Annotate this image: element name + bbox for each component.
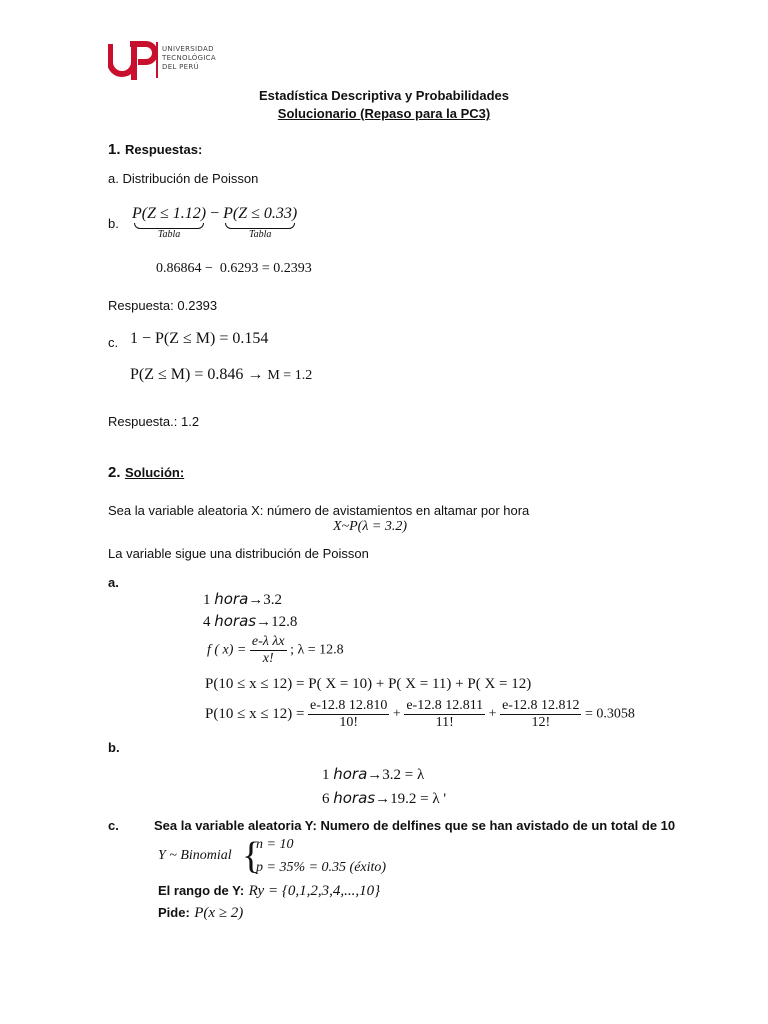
q2-intro: Sea la variable aleatoria X: número de avistamientos en altamar por hora	[108, 503, 530, 518]
q2-b-line-1: 1 hora→3.2 = λ	[322, 765, 425, 783]
q1-b-answer: Respuesta: 0.2393	[108, 298, 218, 313]
q1-heading-text: Respuestas:	[124, 142, 203, 157]
arrow-right-icon: →	[247, 366, 264, 383]
q2-c-n: n = 10	[256, 837, 294, 852]
utp-logo-icon	[108, 40, 158, 82]
q1-b-calc: 0.86864 − 0.6293 = 0.2393	[156, 261, 312, 276]
logo-line-1: UNIVERSIDAD	[162, 45, 214, 53]
q2-follows: La variable sigue una distribución de Poisson	[108, 546, 369, 561]
q1-heading	[108, 141, 202, 159]
q1-c-label: c.	[108, 335, 119, 350]
q2-c-pide: Pide: P(x ≥ 2)	[158, 905, 244, 921]
logo-line-2: TECNOLÓGICA	[162, 54, 216, 62]
q1-b-term1: P(Z ≤ 1.12) Tabla	[132, 205, 207, 240]
q2-a-line-2: 4 horas→12.8	[203, 612, 298, 630]
q2-b-label: b.	[108, 740, 120, 755]
q2-number: 2.	[108, 464, 121, 481]
q2-a-line-1: 1 hora→3.2	[203, 590, 283, 608]
document-title: Estadística Descriptiva y Probabilidades	[259, 88, 509, 103]
logo-line-3: DEL PERÚ	[162, 63, 199, 71]
q2-c-p: p = 35% = 0.35 (éxito)	[256, 860, 387, 875]
q2-a-pmf: f ( x) = $\frac{\text{e-λ λx}}{x!}$ ; λ = 12.8	[207, 634, 344, 666]
q1-c-answer: Respuesta.: 1.2	[108, 414, 200, 429]
q2-heading	[108, 464, 184, 482]
q2-heading-text: Solución:	[124, 465, 185, 480]
left-brace-icon: {	[242, 835, 261, 877]
q2-distribution: X~P(λ = 3.2)	[332, 519, 407, 534]
q1-number: 1.	[108, 141, 121, 158]
q1-b-term2: P(Z ≤ 0.33) Tabla	[223, 205, 298, 240]
university-logo	[108, 40, 238, 82]
q2-a-prob-calc: P(10 ≤ x ≤ 12) = $\frac{e-12.8 12.810}{10!}$ + $\frac{e-12.8 12.811}{11!}$ + $\frac{e-12.8 12.812}{12!}$ = 0.3058	[205, 698, 635, 730]
document-subtitle: Solucionario (Repaso para la PC3)	[277, 106, 491, 121]
q1-answer-a: a. Distribución de Poisson	[108, 171, 259, 186]
q1-b-expression: P(Z ≤ 1.12) Tabla − P(Z ≤ 0.33) Tabla	[132, 205, 298, 240]
q2-c-intro: Sea la variable aleatoria Y: Numero de delfines que se han avistado de un total de 10	[154, 818, 676, 833]
q2-b-line-2: 6 horas→19.2 = λ '	[322, 789, 447, 807]
q2-c-label: c.	[108, 818, 119, 833]
q2-a-prob-sum: P(10 ≤ x ≤ 12) = P( X = 10) + P( X = 11) + P( X = 12)	[205, 676, 532, 692]
q1-b-label: b.	[108, 216, 119, 231]
q1-c-equation-1: 1 − P(Z ≤ M) = 0.154	[130, 330, 269, 347]
q1-c-equation-2: P(Z ≤ M) = 0.846 → M = 1.2	[130, 366, 313, 383]
q2-c-range: El rango de Y: Ry = {0,1,2,3,4,...,10}	[158, 883, 381, 899]
q2-c-binomial-label: Y ~ Binomial	[158, 848, 232, 863]
q2-a-label: a.	[108, 575, 119, 590]
